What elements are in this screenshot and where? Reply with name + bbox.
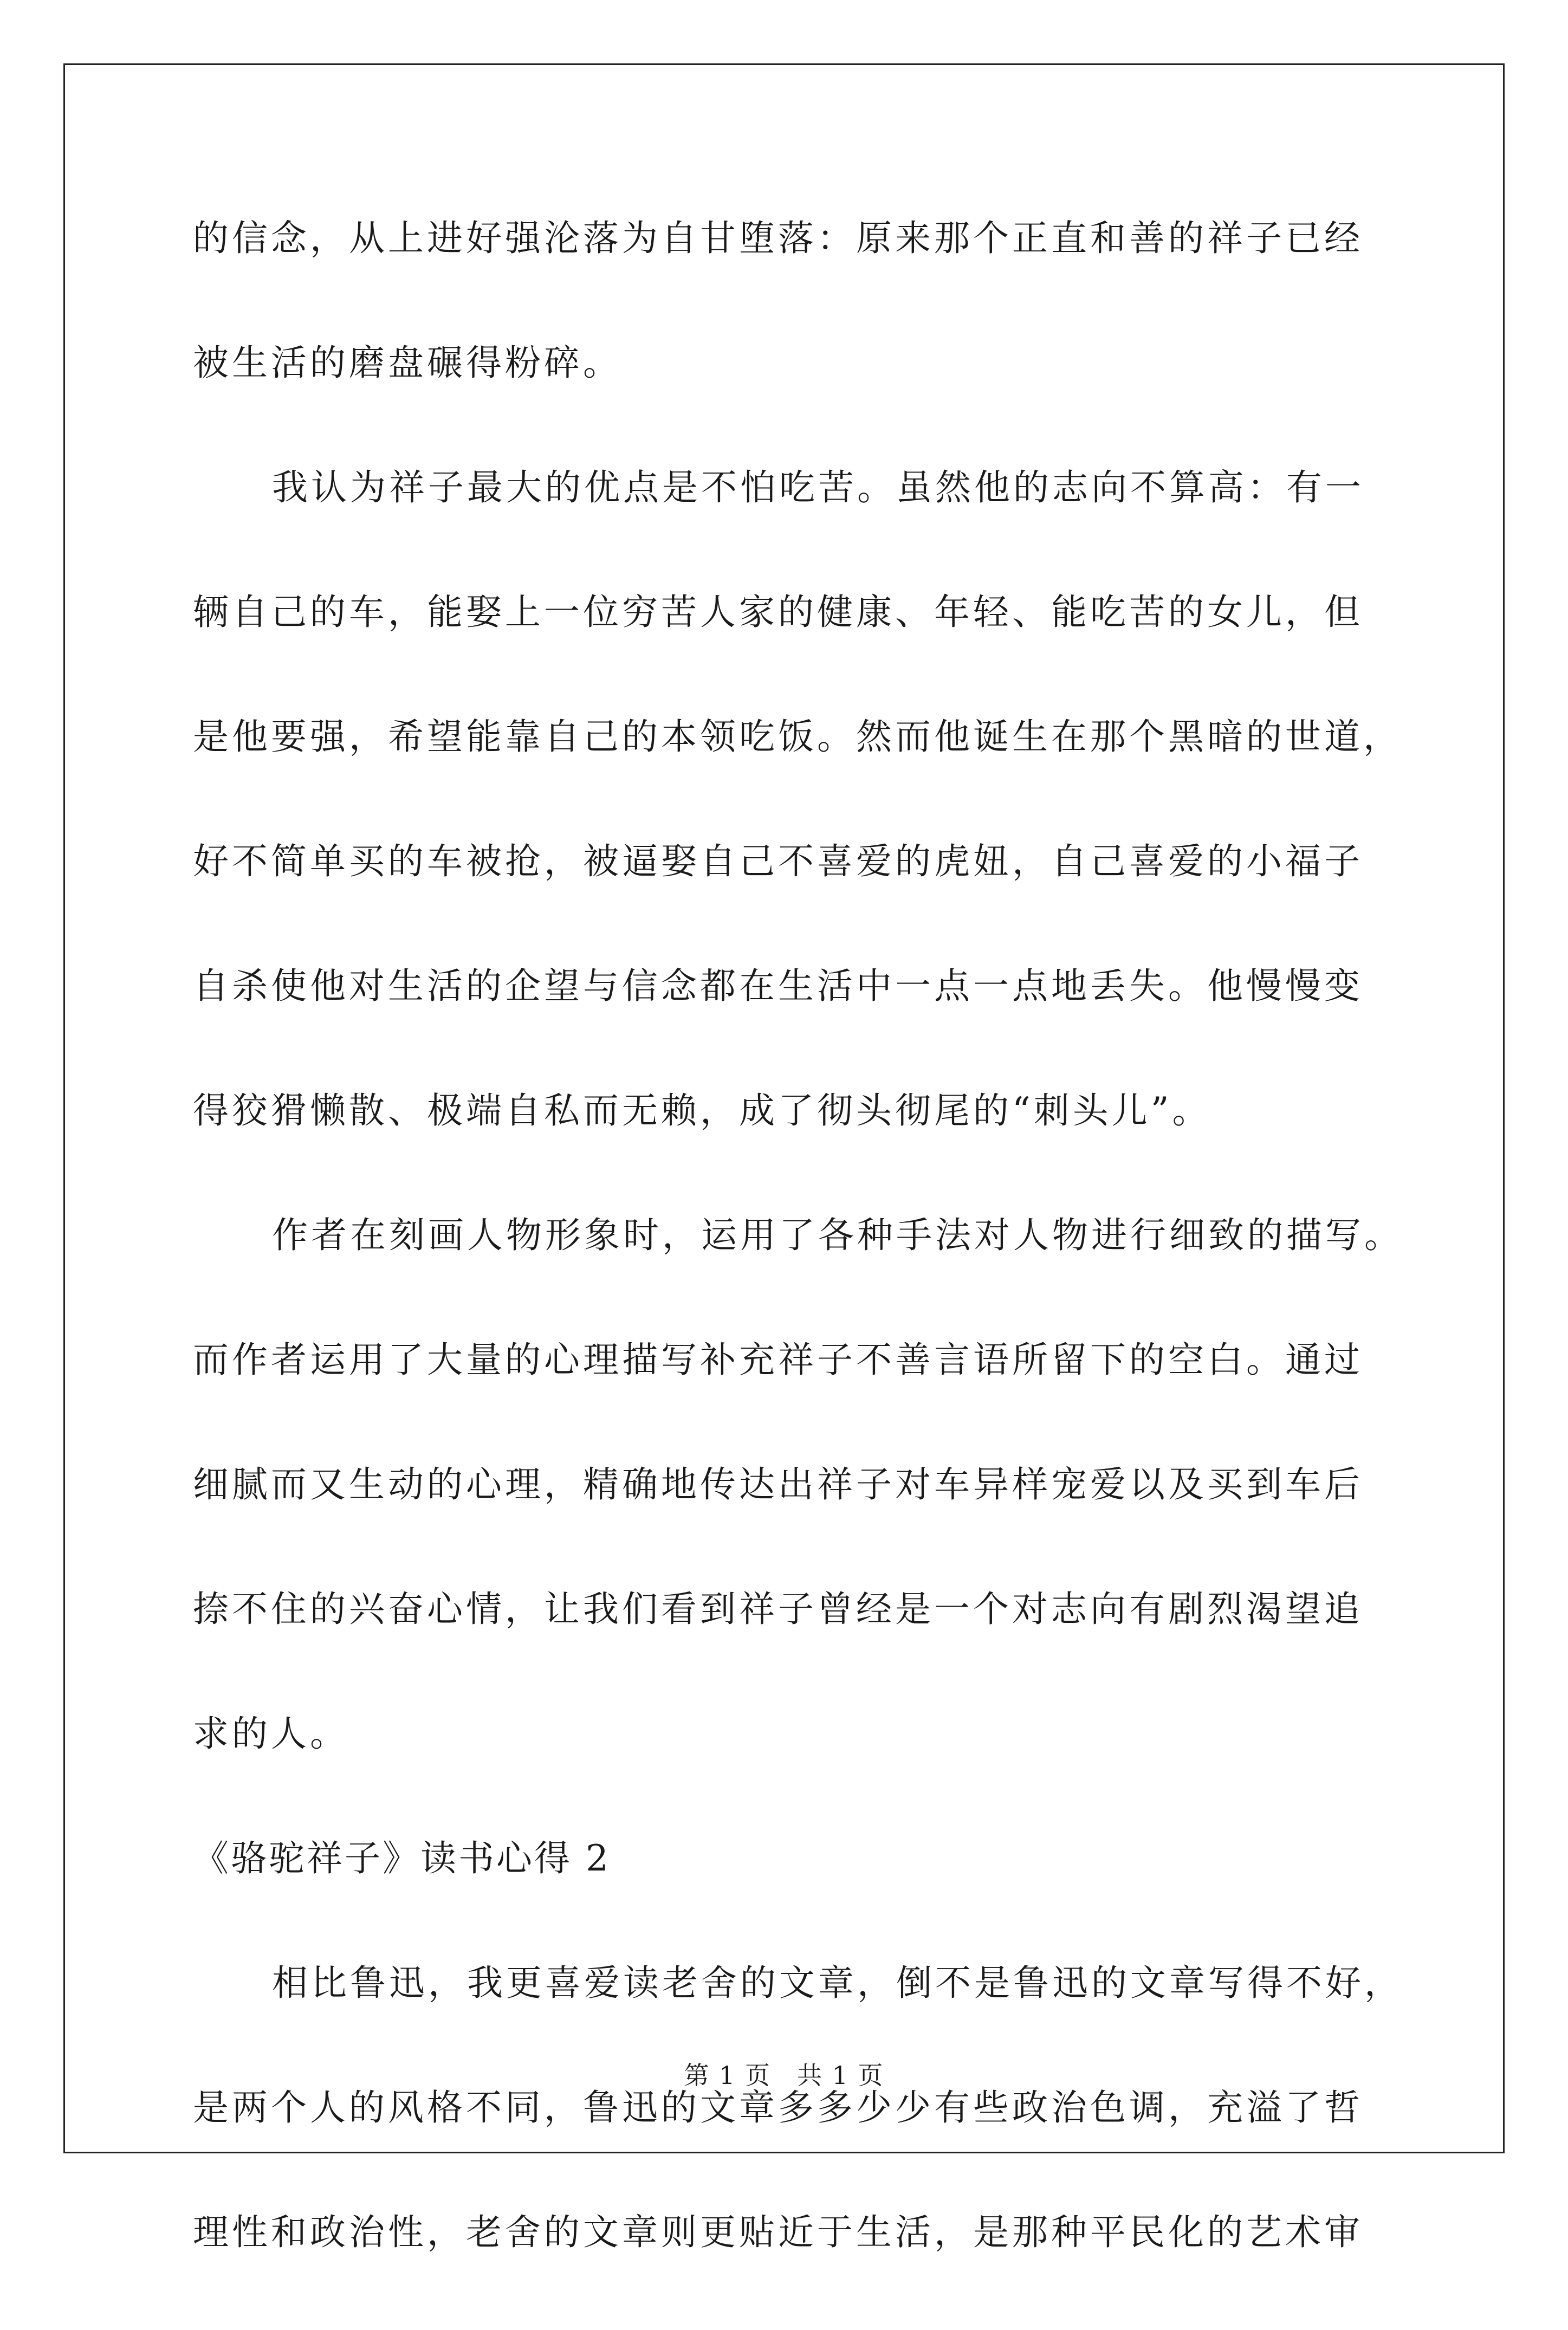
text-line: 的信念，从上进好强沦落为自甘堕落：原来那个正直和善的祥子已经: [193, 217, 1363, 259]
text-line: 理性和政治性，老舍的文章则更贴近于生活，是那种平民化的艺术审: [193, 2211, 1363, 2253]
document-body: [193, 211, 1403, 2330]
page-total: 共 1 页: [797, 2061, 884, 2090]
text-line: 细腻而又生动的心理，精确地传达出祥子对车异样宠爱以及买到车后: [193, 1464, 1363, 1505]
text-line: 好不简单买的车被抢，被逼娶自己不喜爱的虎妞，自己喜爱的小福子: [193, 840, 1363, 882]
text-line: 是他要强，希望能靠自己的本领吃饭。然而他诞生在那个黑暗的世道，: [193, 716, 1402, 758]
page-footer: [0, 2059, 1568, 2092]
text-line: 而作者运用了大量的心理描写补充祥子不善言语所留下的空白。通过: [193, 1339, 1363, 1381]
text-line: 得狡猾懒散、极端自私而无赖，成了彻头彻尾的“刺头儿”。: [193, 1090, 1211, 1131]
paragraph-start: 我认为祥子最大的优点是不怕吃苦。虽然他的志向不算高：有一: [272, 467, 1364, 508]
text-line: 辆自己的车，能娶上一位穷苦人家的健康、年轻、能吃苦的女儿，但: [193, 591, 1363, 633]
text-line: 被生活的磨盘碾得粉碎。: [193, 342, 622, 384]
page-number: 第 1 页: [684, 2061, 771, 2090]
paragraph-start: 相比鲁迅，我更喜爱读老舍的文章，倒不是鲁迅的文章写得不好，: [272, 1962, 1403, 2004]
text-line: 是两个人的风格不同，鲁迅的文章多多少少有些政治色调，充溢了哲: [193, 2087, 1363, 2128]
text-line: 求的人。: [193, 1713, 349, 1755]
paragraph-start: 作者在刻画人物形象时，运用了各种手法对人物进行细致的描写。: [272, 1214, 1403, 1256]
section-heading: 《骆驼祥子》读书心得 2: [193, 1837, 611, 1879]
text-line: 捺不住的兴奋心情，让我们看到祥子曾经是一个对志向有剧烈渴望追: [193, 1588, 1363, 1630]
text-line: 自杀使他对生活的企望与信念都在生活中一点一点地丢失。他慢慢变: [193, 965, 1363, 1007]
